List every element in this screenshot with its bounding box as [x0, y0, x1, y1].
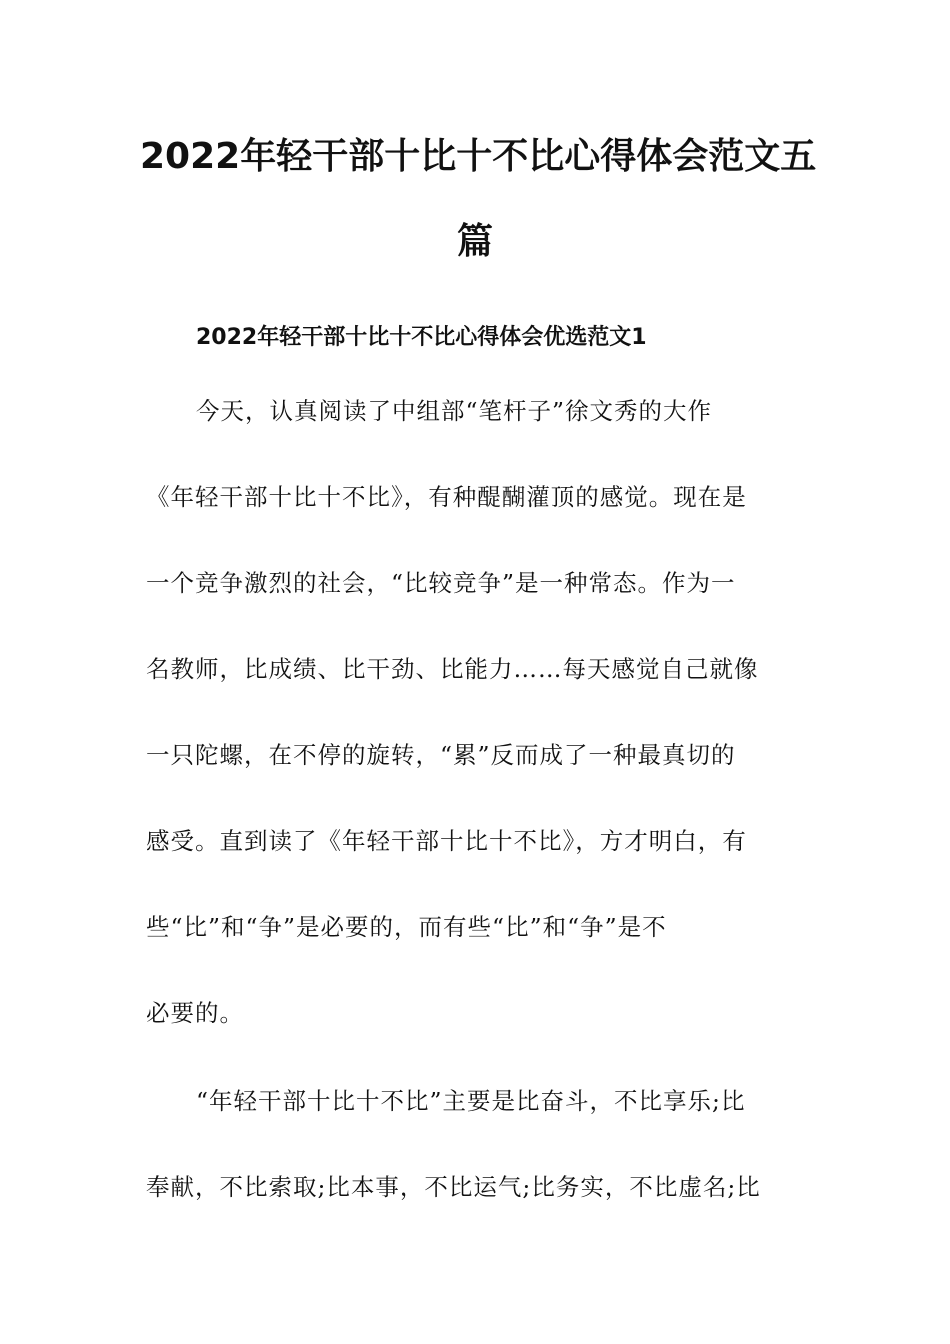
document-title-line-1: 2022年轻干部十比十不比心得体会范文五 [140, 136, 817, 177]
paragraph-line: 一个竞争激烈的社会，“比较竞争”是一种常态。作为一 [146, 569, 736, 597]
paragraph-line: 《年轻干部十比十不比》，有种醍醐灌顶的感觉。现在是 [146, 483, 747, 511]
paragraph-line: 些“比”和“争”是必要的，而有些“比”和“争”是不 [146, 913, 667, 941]
paragraph-line: 必要的。 [146, 999, 244, 1027]
document-title-line-2: 篇 [456, 221, 493, 262]
section-heading: 2022年轻干部十比十不比心得体会优选范文1 [196, 325, 647, 350]
paragraph-line: 奉献，不比索取;比本事，不比运气;比务实，不比虚名;比 [146, 1173, 761, 1201]
paragraph-line: 一只陀螺，在不停的旋转，“累”反而成了一种最真切的 [146, 741, 736, 769]
paragraph-line: “年轻干部十比十不比”主要是比奋斗，不比享乐;比 [196, 1087, 746, 1115]
paragraph-line: 感受。直到读了《年轻干部十比十不比》，方才明白，有 [146, 827, 747, 855]
paragraph-line: 名教师，比成绩、比干劲、比能力……每天感觉自己就像 [146, 655, 759, 683]
paragraph-line: 今天，认真阅读了中组部“笔杆子”徐文秀的大作 [196, 397, 713, 425]
